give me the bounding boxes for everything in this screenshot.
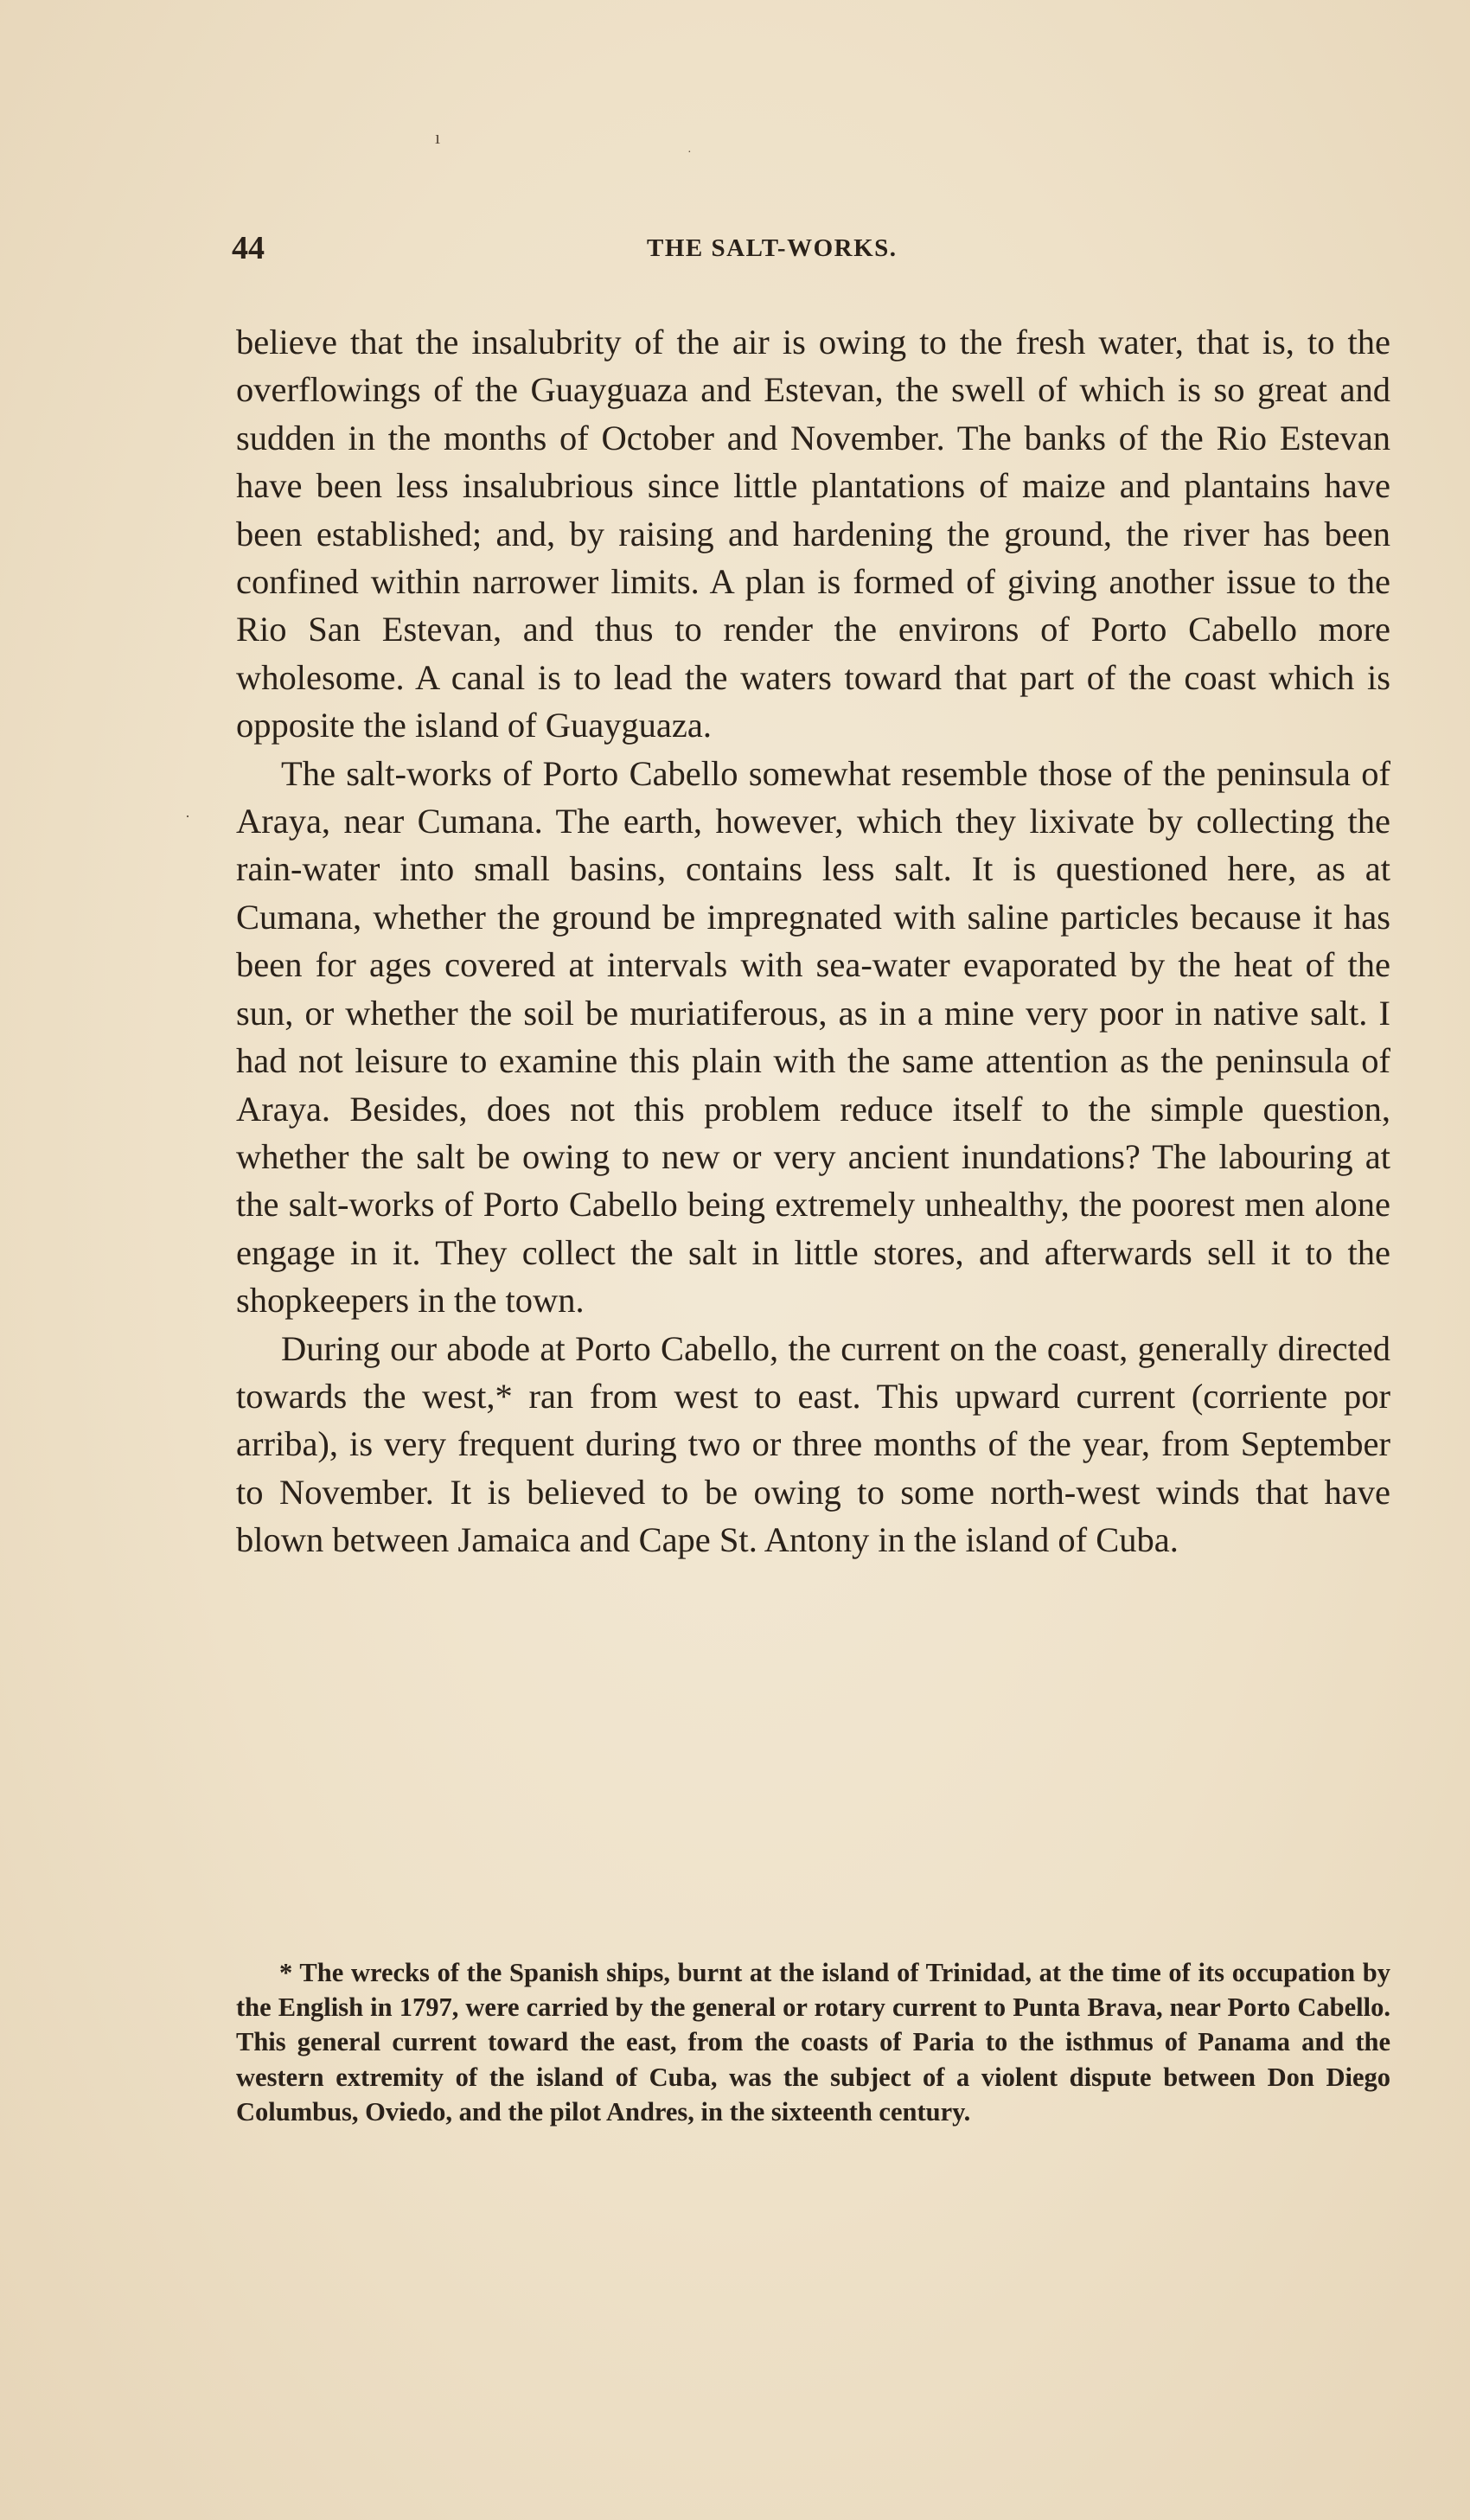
footnote [236, 1955, 1390, 2129]
ink-speck: · [185, 808, 190, 825]
paragraph: The salt-works of Porto Cabello somewhat resemble those of the peninsula of Araya, near Cumana. The earth, however, which they lixivate by collecting the rain-water into small basins, contains less salt. It is questioned here, as at Cumana, whether the ground be impregnated with saline particles because it has been for ages covered at intervals with sea-water evaporated by the heat of the sun, or whether the soil be muriatiferous, as in a mine very poor in native salt. I had not leisure to examine this plain with the same attention as the peninsula of Araya. Besides, does not this problem reduce itself to the simple question, whether the salt be owing to new or very ancient inundations? The labouring at the salt-works of Porto Cabello being extremely unhealthy, the poorest men alone engage in it. They collect the salt in little stores, and afterwards sell it to the shopkeepers in the town. [236, 753, 1390, 1321]
running-head: THE SALT-WORKS. [647, 234, 898, 262]
page-number: 44 [232, 230, 265, 266]
page-header [232, 229, 1390, 272]
ink-speck: · [687, 146, 692, 159]
body-text [236, 318, 1390, 1564]
ink-speck: ı [435, 126, 441, 148]
paragraph: believe that the insalubrity of the air is owing to the fresh water, that is, to the overflowings of the Guayguaza and Estevan, the swell of which is so great and sudden in the months of October and November. The banks of the Rio Estevan have been less insalubrious since little plantations of maize and plantains have been established; and, by raising and hardening the ground, the river has been confined within narrower limits. A plan is formed of giving another issue to the Rio San Estevan, and thus to render the environs of Porto Cabello more wholesome. A canal is to lead the waters toward that part of the coast which is opposite the island of Guayguaza. [236, 323, 1390, 745]
footnote-text: * The wrecks of the Spanish ships, burnt at the island of Trinidad, at the time of its occupation by the English in 1797, were carried by the general or rotary current to Punta Brava, near Porto Cabello. This general current toward the east, from the coasts of Paria to the isthmus of Panama and the western extremity of the island of Cuba, was the subject of a violent dispute between Don Diego Columbus, Oviedo, and the pilot Andres, in the sixteenth century. [236, 1958, 1390, 2127]
paragraph: During our abode at Porto Cabello, the current on the coast, generally directed towards the west,* ran from west to east. This upward current (corriente por arriba), is very frequent during two or three months of the year, from September to November. It is believed to be owing to some north-west winds that have blown between Jamaica and Cape St. Antony in the island of Cuba. [236, 1328, 1390, 1560]
